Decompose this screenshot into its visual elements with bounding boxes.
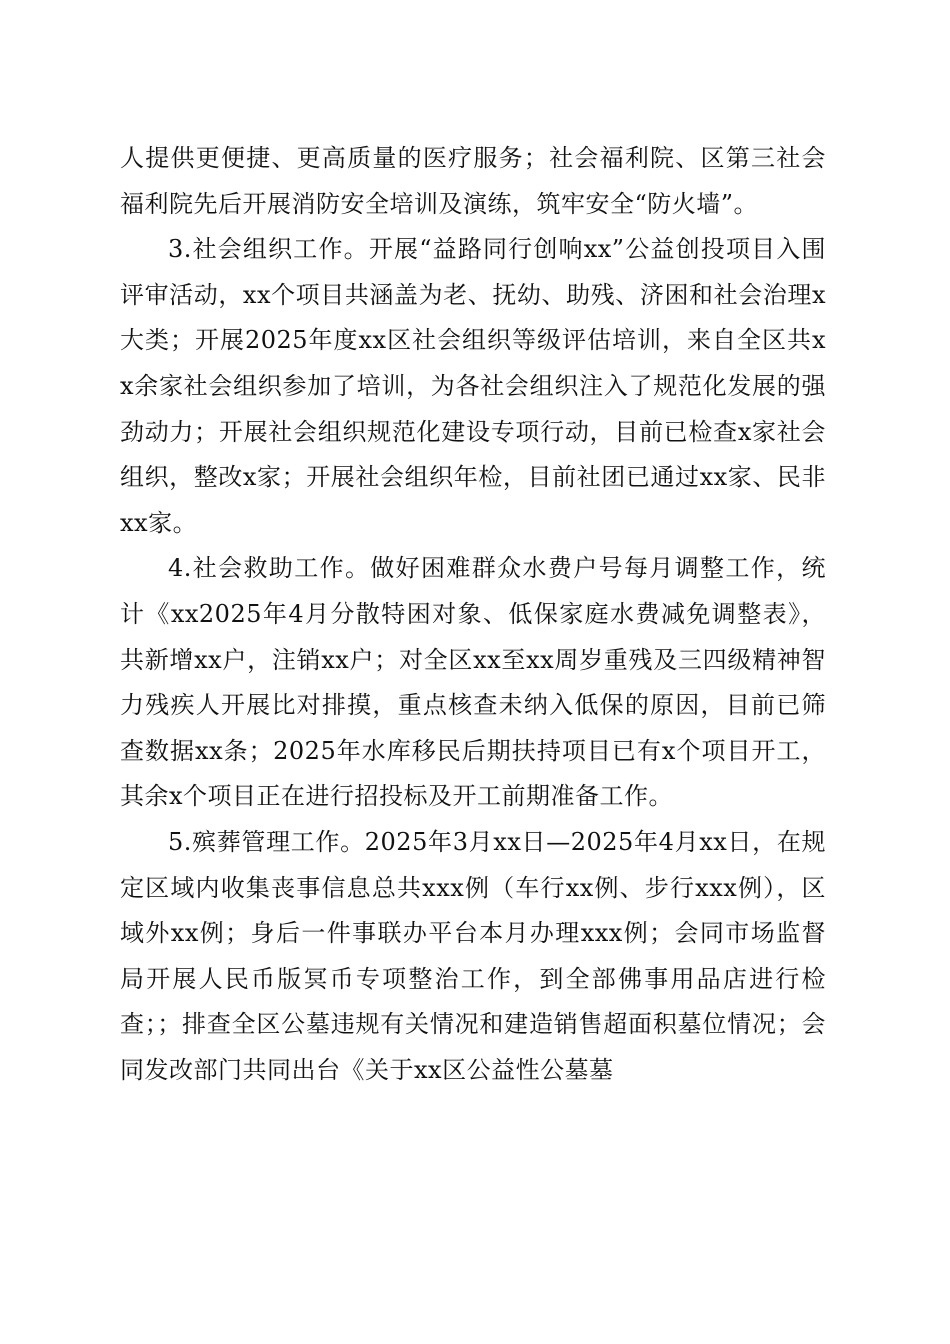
paragraph-social-assistance: 4.社会救助工作。做好困难群众水费户号每月调整工作，统计《xx2025年4月分散特困对象、低保家庭水费减免调整表》，共新增xx户，注销xx户；对全区xx至xx周岁重残及三四级精神智力残疾人开展比对排摸，重点核查未纳入低保的原因，目前已筛查数据xx条；2025年水库移民后期扶持项目已有x个项目开工，其余x个项目正在进行招投标及开工前期准备工作。 xyxy=(120,554,826,811)
paragraph-continuation: 人提供更便捷、更高质量的医疗服务；社会福利院、区第三社会福利院先后开展消防安全培训及演练，筑牢安全“防火墙”。 xyxy=(120,144,826,218)
paragraph-funeral-management: 5.殡葬管理工作。2025年3月xx日—2025年4月xx日，在规定区域内收集丧事信息总共xxx例（车行xx例、步行xxx例），区域外xx例；身后一件事联办平台本月办理xxx例；会同市场监督局开展人民币版冥币专项整治工作，到全部佛事用品店进行检查；；排查全区公墓违规有关情况和建造销售超面积墓位情况；会同发改部门共同出台《关于xx区公益性公墓墓 xyxy=(120,827,826,1084)
paragraph-social-organization: 3.社会组织工作。开展“益路同行创响xx”公益创投项目入围评审活动，xx个项目共涵盖为老、抚幼、助残、济困和社会治理x大类；开展2025年度xx区社会组织等级评估培训，来自全区共xx余家社会组织参加了培训，为各社会组织注入了规范化发展的强劲动力；开展社会组织规范化建设专项行动，目前已检查x家社会组织，整改x家；开展社会组织年检，目前社团已通过xx家、民非xx家。 xyxy=(120,235,826,537)
document-body xyxy=(120,136,826,1093)
